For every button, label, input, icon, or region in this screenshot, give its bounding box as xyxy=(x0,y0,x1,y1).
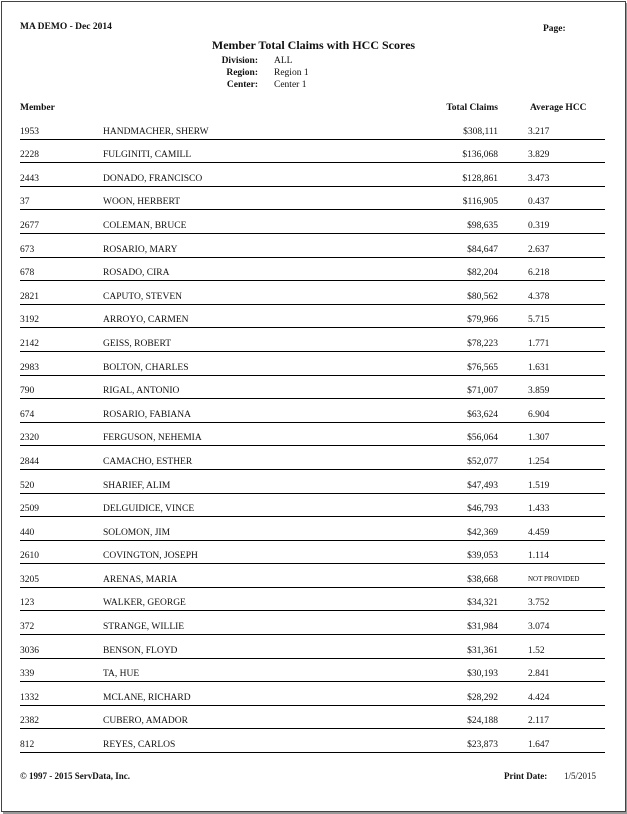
average-hcc: 4.459 xyxy=(528,527,550,538)
average-hcc: 3.829 xyxy=(528,150,550,161)
member-name: ROSARIO, FABIANA xyxy=(103,409,191,420)
member-name: BENSON, FLOYD xyxy=(103,645,178,656)
average-hcc: 4.378 xyxy=(528,291,550,302)
total-claims: $136,068 xyxy=(462,150,498,161)
total-claims: $24,188 xyxy=(467,716,498,727)
member-name: CAPUTO, STEVEN xyxy=(103,291,182,302)
member-id: 790 xyxy=(20,386,35,397)
total-claims: $31,984 xyxy=(467,622,498,633)
table-row xyxy=(20,470,605,494)
member-name: STRANGE, WILLIE xyxy=(103,622,185,633)
total-claims: $80,562 xyxy=(467,291,498,302)
table-row xyxy=(20,163,605,187)
total-claims: $56,064 xyxy=(467,433,498,444)
criteria-label: Region: xyxy=(226,68,258,78)
member-id: 674 xyxy=(20,409,35,420)
member-id: 339 xyxy=(20,669,35,680)
average-hcc: 3.217 xyxy=(528,126,550,137)
average-hcc: 1.519 xyxy=(528,480,550,491)
member-name: ARENAS, MARIA xyxy=(103,574,178,585)
member-id: 2821 xyxy=(20,291,39,302)
table-row xyxy=(20,611,605,635)
member-id: 2677 xyxy=(20,220,39,231)
member-name: GEISS, ROBERT xyxy=(103,338,172,349)
member-name: REYES, CARLOS xyxy=(103,740,176,751)
average-hcc: 2.117 xyxy=(528,716,550,727)
table-row xyxy=(20,210,605,234)
table-row xyxy=(20,446,605,470)
member-id: 520 xyxy=(20,480,35,491)
average-hcc: 0.437 xyxy=(528,197,550,208)
report-page xyxy=(1,1,626,812)
table-row xyxy=(20,682,605,706)
member-id: 37 xyxy=(20,197,30,208)
average-hcc: 1.647 xyxy=(528,740,550,751)
total-claims: $63,624 xyxy=(467,409,498,420)
report-criteria xyxy=(202,55,309,91)
table-row xyxy=(20,541,605,565)
criteria-label: Division: xyxy=(221,56,258,66)
average-hcc: 6.218 xyxy=(528,268,550,279)
table-row xyxy=(20,352,605,376)
table-row xyxy=(20,564,605,588)
table-row xyxy=(20,376,605,400)
member-id: 1332 xyxy=(20,692,39,703)
table-row xyxy=(20,187,605,211)
total-claims: $98,635 xyxy=(467,220,498,231)
table-row xyxy=(20,328,605,352)
total-claims: $78,223 xyxy=(467,338,498,349)
table-row xyxy=(20,258,605,282)
member-name: TA, HUE xyxy=(103,669,140,680)
average-hcc: 1.52 xyxy=(528,645,545,656)
criteria-division xyxy=(202,55,309,67)
average-hcc: 3.859 xyxy=(528,386,550,397)
table-row xyxy=(20,517,605,541)
table-row xyxy=(20,706,605,730)
member-id: 2983 xyxy=(20,362,39,373)
total-claims: $84,647 xyxy=(467,244,498,255)
member-name: FULGINITI, CAMILL xyxy=(103,150,192,161)
member-id: 3036 xyxy=(20,645,39,656)
member-name: MCLANE, RICHARD xyxy=(103,692,191,703)
member-name: DONADO, FRANCISCO xyxy=(103,173,203,184)
member-id: 812 xyxy=(20,740,35,751)
member-id: 1953 xyxy=(20,126,39,137)
average-hcc: 3.752 xyxy=(528,598,550,609)
member-name: SHARIEF, ALIM xyxy=(103,480,171,491)
table-row xyxy=(20,399,605,423)
average-hcc: 2.841 xyxy=(528,669,550,680)
page-number-label: Page: xyxy=(543,24,566,34)
member-name: COLEMAN, BRUCE xyxy=(103,220,187,231)
company-name: MA DEMO - Dec 2014 xyxy=(20,22,112,32)
average-hcc: 1.433 xyxy=(528,504,550,515)
criteria-center xyxy=(202,79,309,91)
total-claims: $71,007 xyxy=(467,386,498,397)
total-claims: $30,193 xyxy=(467,669,498,680)
table-row xyxy=(20,635,605,659)
member-name: WALKER, GEORGE xyxy=(103,598,186,609)
total-claims: $23,873 xyxy=(467,740,498,751)
member-name: ROSARIO, MARY xyxy=(103,244,178,255)
member-name: CUBERO, AMADOR xyxy=(103,716,188,727)
member-id: 2228 xyxy=(20,150,39,161)
total-claims: $128,861 xyxy=(462,173,498,184)
average-hcc: 2.637 xyxy=(528,244,550,255)
average-hcc: 0.319 xyxy=(528,220,550,231)
member-id: 2509 xyxy=(20,504,39,515)
total-claims: $82,204 xyxy=(467,268,498,279)
member-id: 2382 xyxy=(20,716,39,727)
criteria-value: Center 1 xyxy=(274,80,307,90)
member-name: COVINGTON, JOSEPH xyxy=(103,551,198,562)
average-hcc: 5.715 xyxy=(528,315,550,326)
table-row xyxy=(20,305,605,329)
table-row xyxy=(20,234,605,258)
member-id: 2320 xyxy=(20,433,39,444)
average-hcc: 3.473 xyxy=(528,173,550,184)
member-name: ARROYO, CARMEN xyxy=(103,315,189,326)
member-name: DELGUIDICE, VINCE xyxy=(103,504,195,515)
total-claims: $28,292 xyxy=(467,692,498,703)
total-claims: $34,321 xyxy=(467,598,498,609)
member-name: HANDMACHER, SHERW xyxy=(103,126,209,137)
total-claims: $116,905 xyxy=(462,197,498,208)
total-claims: $38,668 xyxy=(467,574,498,585)
total-claims: $31,361 xyxy=(467,645,498,656)
member-name: BOLTON, CHARLES xyxy=(103,362,189,373)
average-hcc: 4.424 xyxy=(528,692,550,703)
print-date-value: 1/5/2015 xyxy=(564,771,597,781)
table-row xyxy=(20,116,605,140)
average-hcc: 1.631 xyxy=(528,362,550,373)
member-id: 372 xyxy=(20,622,35,633)
total-claims: $46,793 xyxy=(467,504,498,515)
column-header-average-hcc: Average HCC xyxy=(530,103,587,113)
member-name: FERGUSON, NEHEMIA xyxy=(103,433,202,444)
report-title: Member Total Claims with HCC Scores xyxy=(211,38,416,52)
member-id: 2443 xyxy=(20,173,39,184)
member-name: RIGAL, ANTONIO xyxy=(103,386,180,397)
member-name: WOON, HERBERT xyxy=(103,197,181,208)
member-id: 678 xyxy=(20,268,35,279)
average-hcc: 6.904 xyxy=(528,409,550,420)
average-hcc: 1.254 xyxy=(528,456,550,467)
member-id: 2142 xyxy=(20,338,39,349)
total-claims: $79,966 xyxy=(467,315,498,326)
member-id: 2610 xyxy=(20,551,39,562)
criteria-value: ALL xyxy=(274,56,293,66)
average-hcc: NOT PROVIDED xyxy=(528,574,580,583)
member-id: 3192 xyxy=(20,315,39,326)
total-claims: $42,369 xyxy=(467,527,498,538)
copyright-notice: © 1997 - 2015 ServData, Inc. xyxy=(20,771,130,781)
member-name: ROSADO, CIRA xyxy=(103,268,170,279)
claims-table xyxy=(2,116,625,753)
member-id: 440 xyxy=(20,527,35,538)
total-claims: $308,111 xyxy=(463,126,498,137)
table-row xyxy=(20,659,605,683)
member-name: SOLOMON, JIM xyxy=(103,527,171,538)
average-hcc: 1.114 xyxy=(528,551,550,562)
total-claims: $47,493 xyxy=(467,480,498,491)
criteria-value: Region 1 xyxy=(274,68,309,78)
table-row xyxy=(20,588,605,612)
member-id: 3205 xyxy=(20,574,39,585)
member-id: 673 xyxy=(20,244,35,255)
member-name: CAMACHO, ESTHER xyxy=(103,456,193,467)
member-id: 123 xyxy=(20,598,35,609)
column-header-total-claims: Total Claims xyxy=(446,103,498,113)
print-date-label: Print Date: xyxy=(504,771,548,781)
table-row xyxy=(20,494,605,518)
table-row xyxy=(20,140,605,164)
criteria-label: Center: xyxy=(226,80,258,90)
member-id: 2844 xyxy=(20,456,39,467)
total-claims: $39,053 xyxy=(467,551,498,562)
table-row xyxy=(20,423,605,447)
total-claims: $76,565 xyxy=(467,362,498,373)
column-header-member: Member xyxy=(20,103,55,113)
average-hcc: 1.307 xyxy=(528,433,550,444)
total-claims: $52,077 xyxy=(467,456,498,467)
average-hcc: 1.771 xyxy=(528,338,550,349)
criteria-region xyxy=(202,67,309,79)
average-hcc: 3.074 xyxy=(528,622,550,633)
table-row xyxy=(20,729,605,753)
table-row xyxy=(20,281,605,305)
